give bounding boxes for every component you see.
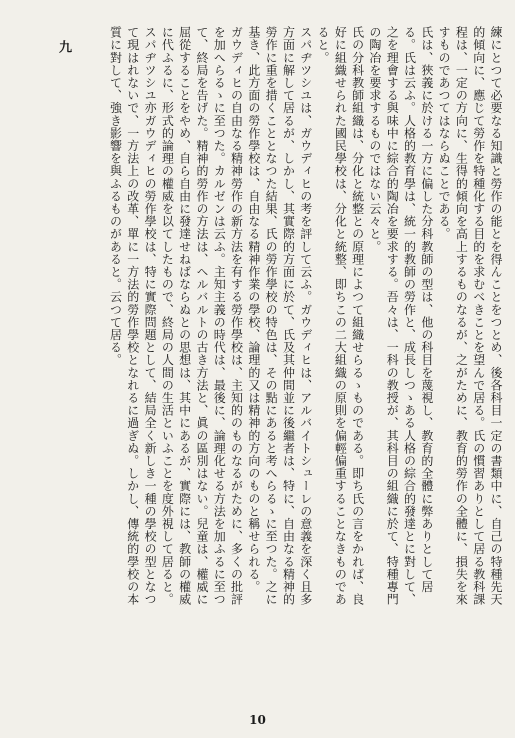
running-head: 九: [56, 40, 71, 53]
paragraph: 氏の分科教師組織は、分化と統整との原理によつて組織せらるゝものである。即ち氏の言をかれば、良好に組織せられた國民學校は、分化と統整、即ちこの二大組織の原則を偏輕偏重することなきものであると。: [316, 26, 365, 606]
body-text: [52, 26, 504, 616]
paragraph: スパヂツシユは、ガウディヒの考を評して云ふ。ガウディヒは、アルバイトシューレの意義を深く且多方面に解して居るが、しかし、其實際的方面に於て、氏及其仲間並に後繼者は、特に、自由なる精神的勞作に重を措くこととなつた結果、氏の勞作學校の特色は、その點にあると考へらるゝに至つた。之に基き、此方面の勞作學校は、自由なる精神作業の學校、論理的又は精神的方向のものと稱せられる。: [246, 26, 313, 606]
page-number: 10: [249, 713, 266, 727]
paragraph: ガウディヒの自由なる精神勞作の新方法を有する勞作學校は、主知的のものなるがために、多くの批評を加へらるゝに至つた。カルゼンは云ふ。主知主義の時代は、最後に、論理化せる方法を加ふるに至つて、終局を告げた。精神的勞作の方法は、ヘルバルトの古き方法と、眞の區別はない。兒童は、權威に屈從することをやめ、自ら自由に發達せねばならぬとの思想は、其中にあるが、實際には、教師の權威に代ふるに、形式的論理の權威を以てしたもので、終局の人間の生活といふことを度外視して居ると。スパヂツシユ亦ガウディヒの勞作學校は、特に實際問題として、結局全く新しき一種の學校の型となつて現はれないで、一方法上の改革、單に一方法的勞作學校となれるに過ぎぬ。しかし、傳統的學校の本質に對して、強き影響を與ふるものがあると。云つて居る。: [108, 26, 244, 606]
paragraph: 氏は、狹義に於ける一方に偏した分科教師の型は、他の科目を蔑視し、教育的全體に弊ありとして居る。氏は云ふ。人格的教育學は、統一的教師の勞作と、成長しつゝある人格の綜合的發達とに對して、之を理會する與味中に綜合的陶冶を要求する。吾々は、一科の教授が、其科目の組織に於て、特種專門の陶冶を要求するものではない云々と。: [367, 26, 434, 606]
paragraph: 練にとつて必要なる知識と勞作の能とを得んことをつとめ、後各科目一定の書類中に、自己の特種先天的傾向に、應じて勞作を特種化する目的を求むべきことを望んで居る。氏の慣習ありとして居る教科課程は、一定の方向に、生得的傾向を高上するものなるが、之がために、教育的勞作の全體に、損失を來すものであつてはならぬことである。: [437, 26, 503, 606]
